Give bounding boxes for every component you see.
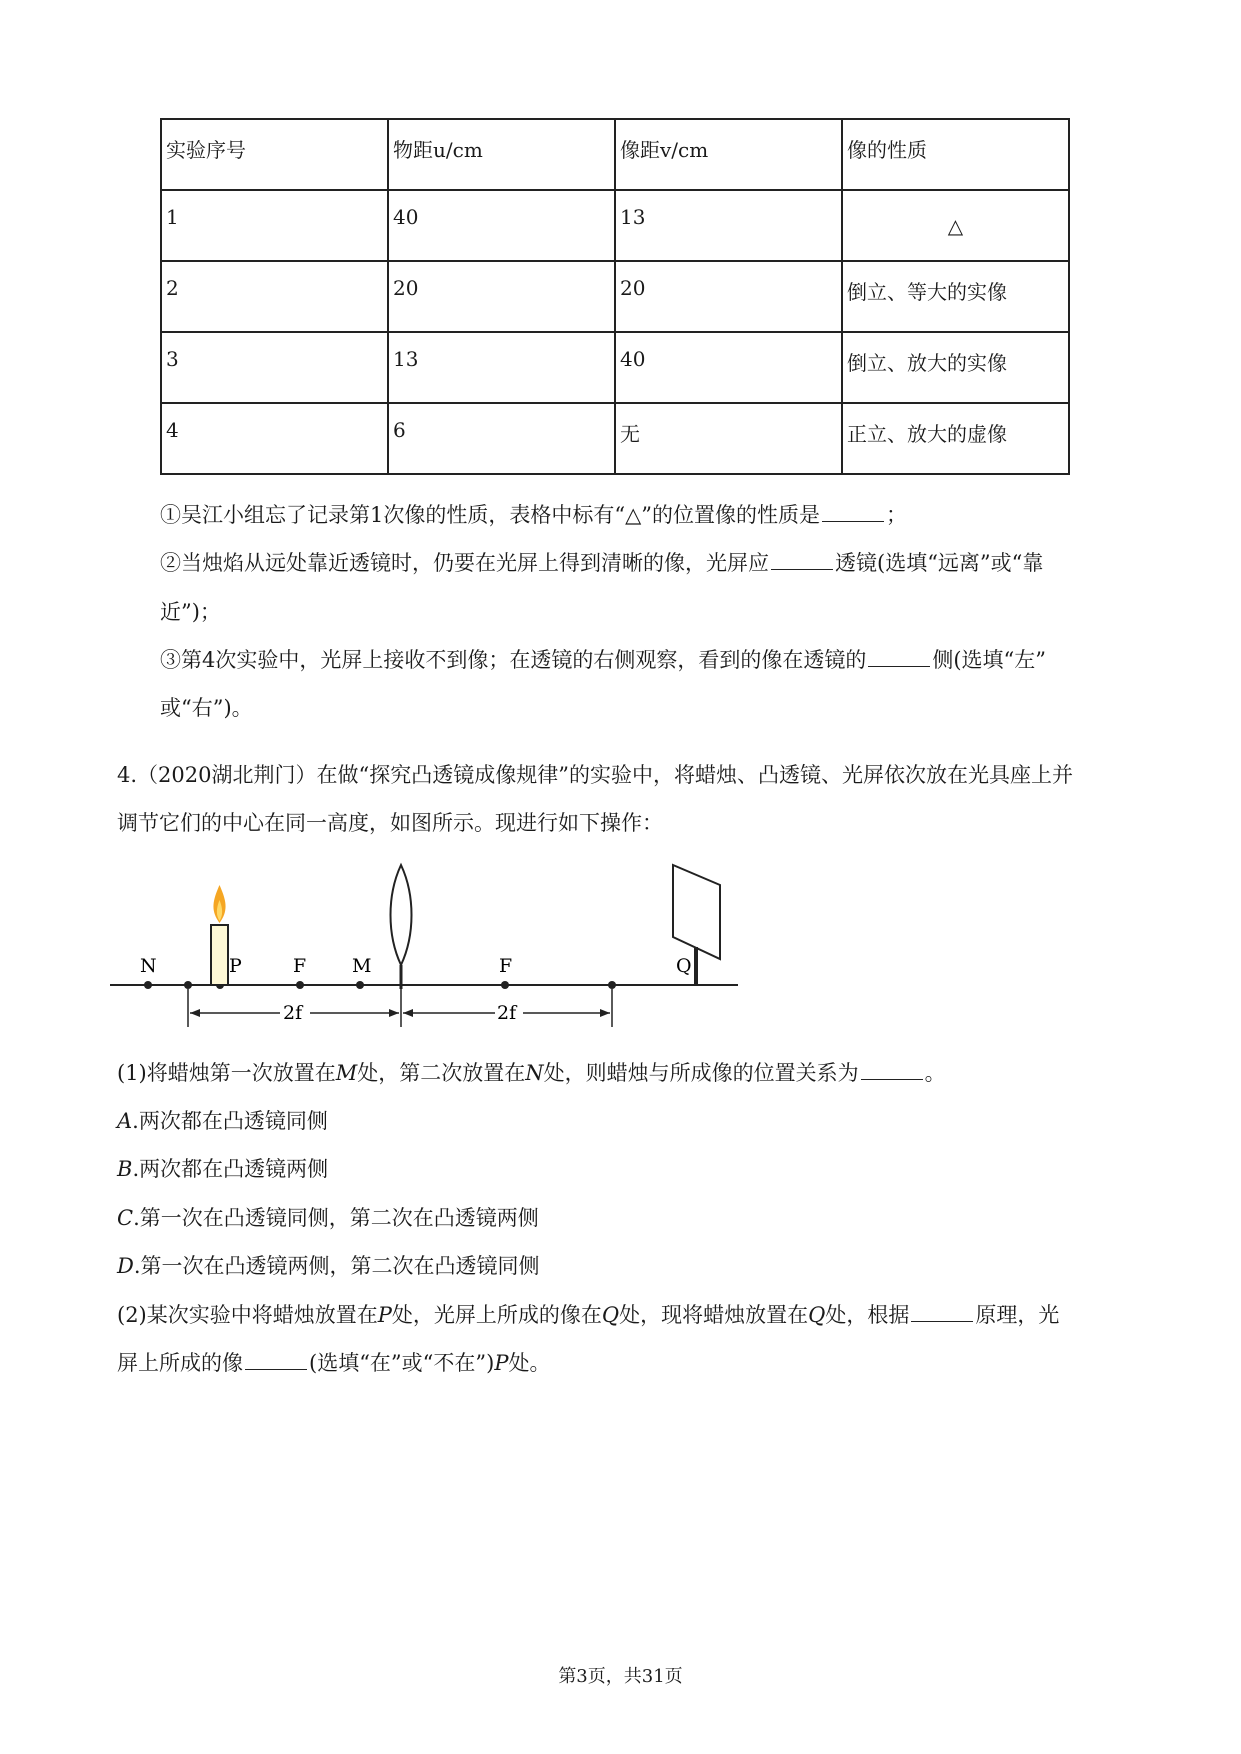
answer-blank	[911, 1301, 973, 1322]
answer-blank	[822, 501, 884, 522]
answer-blank	[861, 1059, 923, 1080]
table-cell-triangle: △	[842, 190, 1069, 261]
table-cell: 6	[388, 403, 615, 474]
q3-item-3-cont: 或“右”)。	[160, 696, 253, 720]
q3-item-3: ③第4次实验中，光屏上接收不到像；在透镜的右侧观察，看到的像在透镜的 侧(选填“左”	[160, 648, 1047, 672]
answer-blank	[245, 1349, 307, 1370]
candle	[211, 925, 228, 985]
dimension-label-left: 2f	[283, 1002, 303, 1024]
q4-part2: (2)某次实验中将蜡烛放置在P处，光屏上所成的像在Q处，现将蜡烛放置在Q处，根据 原理，光	[117, 1303, 1060, 1327]
header-cell: 实验序号	[161, 119, 388, 190]
table-cell: 1	[161, 190, 388, 261]
point-f-right	[501, 981, 509, 989]
q4-part1: (1)将蜡烛第一次放置在M处，第二次放置在N处，则蜡烛与所成像的位置关系为 。	[117, 1061, 946, 1085]
answer-blank	[868, 646, 930, 667]
label-n: N	[140, 955, 157, 977]
header-cell: 像的性质	[842, 119, 1069, 190]
table-cell: 无	[615, 403, 842, 474]
label-m: M	[352, 955, 372, 977]
page-footer: 第3页，共31页	[558, 1666, 683, 1687]
q3-item-1: ①吴江小组忘了记录第1次像的性质，表格中标有“△”的位置像的性质是 ；	[160, 503, 907, 527]
table-cell: 倒立、等大的实像	[842, 261, 1069, 332]
point-2f-left	[184, 981, 192, 989]
table-row	[161, 403, 1069, 474]
option-b: B.两次都在凸透镜两侧	[117, 1157, 329, 1181]
header-cell: 像距v/cm	[615, 119, 842, 190]
table-cell: 20	[615, 261, 842, 332]
table-cell: 40	[615, 332, 842, 403]
convex-lens	[391, 865, 412, 965]
point-n	[144, 981, 152, 989]
header-cell: 物距u/cm	[388, 119, 615, 190]
light-screen	[673, 865, 720, 959]
label-f-left: F	[293, 955, 307, 977]
table-cell: 40	[388, 190, 615, 261]
optical-bench-diagram	[110, 855, 750, 1030]
table-cell: 20	[388, 261, 615, 332]
answer-blank	[771, 549, 833, 570]
table-cell: 2	[161, 261, 388, 332]
dimension-label-right: 2f	[497, 1002, 517, 1024]
label-f-right: F	[499, 955, 513, 977]
table-cell: 3	[161, 332, 388, 403]
table-header-row	[161, 119, 1069, 190]
experiment-table	[160, 118, 1070, 475]
q4-intro-line1: 4.（2020湖北荆门）在做“探究凸透镜成像规律”的实验中，将蜡烛、凸透镜、光屏依次放在光具座上并	[117, 763, 1073, 787]
option-a: A.两次都在凸透镜同侧	[117, 1109, 328, 1133]
table-cell: 13	[388, 332, 615, 403]
point-f-left	[296, 981, 304, 989]
q3-item-2-cont: 近”)；	[160, 600, 221, 624]
table-cell: 13	[615, 190, 842, 261]
q3-item-2: ②当烛焰从远处靠近透镜时，仍要在光屏上得到清晰的像，光屏应 透镜(选填“远离”或“靠	[160, 551, 1044, 575]
q4-intro-line2: 调节它们的中心在同一高度，如图所示。现进行如下操作：	[117, 811, 663, 835]
option-d: D.第一次在凸透镜两侧，第二次在凸透镜同侧	[117, 1254, 540, 1278]
point-2f-right	[608, 981, 616, 989]
table-cell: 正立、放大的虚像	[842, 403, 1069, 474]
option-c: C.第一次在凸透镜同侧，第二次在凸透镜两侧	[117, 1206, 539, 1230]
label-q: Q	[676, 955, 692, 977]
table-row	[161, 190, 1069, 261]
q4-part2-cont: 屏上所成的像 (选填“在”或“不在”)P处。	[117, 1351, 551, 1375]
table-cell: 4	[161, 403, 388, 474]
table-row	[161, 261, 1069, 332]
point-m	[356, 981, 364, 989]
label-p: P	[229, 955, 242, 977]
table-cell: 倒立、放大的实像	[842, 332, 1069, 403]
table-row	[161, 332, 1069, 403]
